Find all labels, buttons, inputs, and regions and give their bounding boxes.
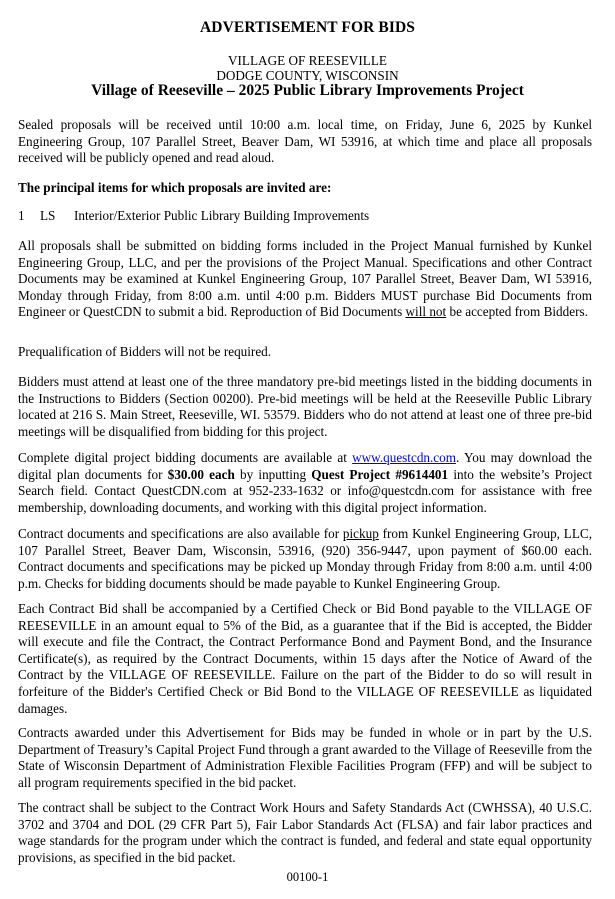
page-number: 00100-1 bbox=[286, 870, 329, 884]
proposal-forms-text-end: be accepted from Bidders. bbox=[446, 304, 588, 320]
digital-price: $30.00 each bbox=[167, 466, 235, 482]
questcdn-link[interactable]: www.questcdn.com bbox=[352, 450, 457, 465]
pickup-text-2: from Kunkel Engineering Group, LLC, 107 Parallel Street, Beaver Dam, Wisconsin, 53916, (920) 356-9447, upon payment of $60.00 each. Contract documents and specifications may be picked up Monday through Friday from 8:00 a.m. until 4:00 p.m. Checks for bidding documents should be made payable to Kunkel Engineering Group. bbox=[18, 526, 593, 591]
quest-project-number: Quest Project #9614401 bbox=[311, 466, 449, 482]
pickup-text-1: Contract documents and specifications are also available for bbox=[18, 526, 343, 541]
digital-text-3: by inputting bbox=[234, 466, 312, 482]
digital-text-1: Complete digital project bidding documents are available at bbox=[18, 450, 353, 465]
bid-item-description: Interior/Exterior Public Library Building Improvements bbox=[74, 208, 370, 223]
pickup-emphasis: pickup bbox=[342, 526, 379, 541]
digital-text-4: into the website’s Project Search field. Contact QuestCDN.com at 952-233-1632 or info@questcdn.com for assistance with free membership, downloading documents, and working with this digital project information. bbox=[18, 466, 592, 515]
paragraph-funding: Contracts awarded under this Advertisement for Bids may be funded in whole or in part by the U.S. Department of Treasury’s Capital Project Fund through a grant awarded to the Village of Reeseville from the State of Wisconsin Department of Administration Flexible Facilities Program (FFP) and will be subject to all program requirements specified in the bid packet. bbox=[18, 725, 592, 790]
paragraph-proposal-forms bbox=[18, 238, 592, 321]
county-state: DODGE COUNTY, WISCONSIN bbox=[216, 68, 399, 83]
paragraph-bid-bond: Each Contract Bid shall be accompanied by a Certified Check or Bid Bond payable to the VILLAGE OF REESEVILLE in an amount equal to 5% of the Bid, as a guarantee that if the Bid is accepted, the Bidder will execute and file the Contract, the Contract Performance Bond and Payment Bond, and the Insurance Certificate(s), as required by the Contract Documents, within 15 days after the Notice of Award of the Contract by the VILLAGE OF REESEVILLE. Failure on the part of the Bidder to do so will result in forfeiture of the Bidder's Certified Check or Bid Bond to the VILLAGE OF REESEVILLE as liquidated damages. bbox=[18, 601, 592, 716]
principal-items-heading: The principal items for which proposals are invited are: bbox=[18, 180, 332, 195]
paragraph-digital-documents bbox=[18, 450, 592, 516]
document-title: ADVERTISEMENT FOR BIDS bbox=[200, 19, 415, 36]
paragraph-cwhssa: The contract shall be subject to the Contract Work Hours and Safety Standards Act (CWHSSA), 40 U.S.C. 3702 and 3704 and DOL (29 CFR Part 5), Fair Labor Standards Act (FLSA) and fair labor practices and wage standards for the program under which the contract is funded, and federal and state equal opportunity provisions, as specified in the bid packet. bbox=[18, 800, 592, 865]
bid-item-unit: LS bbox=[40, 208, 56, 223]
proposal-forms-text: All proposals shall be submitted on bidding forms included in the Project Manual furnished by Kunkel Engineering Group, LLC, and per the provisions of the Project Manual. Specifications and other Contract Documents may be examined at Kunkel Engineering Group, 107 Parallel Street, Beaver Dam, WI 53916, Monday through Friday, from 8:00 a.m. until 4:00 p.m. Bidders MUST purchase Bid Documents from Engineer or QuestCDN to submit a bid. Reproduction of Bid Documents bbox=[18, 238, 592, 320]
paragraph-sealed-proposals: Sealed proposals will be received until 10:00 a.m. local time, on Friday, June 6, 2025 by Kunkel Engineering Group, 107 Parallel Street, Beaver Dam, WI 53916, at which time and place all proposals received will be publicly opened and read aloud. bbox=[18, 117, 592, 166]
paragraph-prebid-meetings: Bidders must attend at least one of the three mandatory pre-bid meetings listed in the bidding documents in the Instructions to Bidders (Section 00200). Pre-bid meetings will be held at the Reeseville Public Library located at 216 S. Main Street, Reeseville, WI. 53579. Bidders who do not attend at least one of three pre-bid meetings will be disqualified from bidding for this project. bbox=[18, 374, 592, 439]
owner-name: VILLAGE OF REESEVILLE bbox=[228, 53, 387, 68]
paragraph-pickup bbox=[18, 526, 592, 592]
paragraph-prequalification: Prequalification of Bidders will not be required. bbox=[18, 344, 272, 359]
project-title: Village of Reeseville – 2025 Public Library Improvements Project bbox=[91, 82, 524, 99]
digital-text-2: . You may download the digital plan documents for bbox=[18, 450, 592, 482]
will-not-emphasis: will not bbox=[405, 304, 447, 320]
bid-item-qty: 1 bbox=[18, 208, 25, 223]
